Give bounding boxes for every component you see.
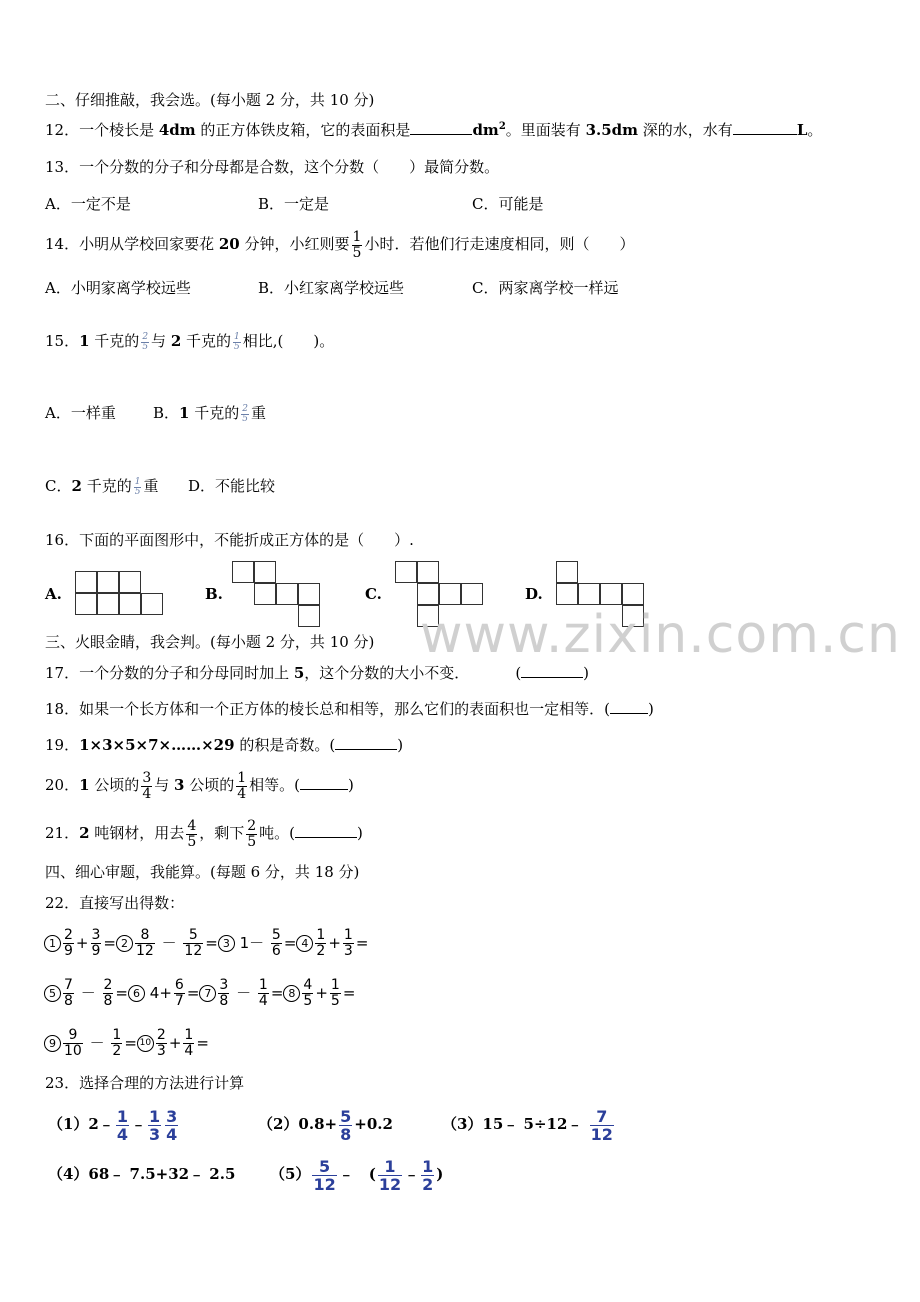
fraction: $\frac{2}{5}$ xyxy=(242,403,248,424)
question-17: 17．一个分数的分子和分母同时加上 5，这个分数的大小不变． ( ) xyxy=(45,664,590,682)
item-number: 5 xyxy=(44,985,61,1002)
fraction: $\frac{5}{12}$ xyxy=(313,1156,336,1194)
answer-blank[interactable] xyxy=(610,699,648,714)
net-square xyxy=(232,561,254,583)
fraction: $\frac{1}{4}$ xyxy=(258,977,268,1009)
fraction: $\frac{7}{8}$ xyxy=(64,977,73,1009)
item-number: 3 xyxy=(218,935,235,952)
net-square xyxy=(276,583,298,605)
calc-23-5: （5） $\frac{5}{12}$ ﹣ ( $\frac{1}{12}$ ﹣ $\frac{1}{2}$ ) xyxy=(270,1156,444,1194)
fraction: $\frac{5}{6}$ xyxy=(271,927,281,959)
question-13-option-c[interactable]: C．可能是 xyxy=(472,195,544,213)
net-square xyxy=(556,561,578,583)
question-14-option-b[interactable]: B．小红家离学校远些 xyxy=(258,279,405,297)
fraction: $\frac{1}{3}$ xyxy=(149,1106,161,1144)
answer-blank[interactable] xyxy=(300,775,348,790)
answer-blank[interactable] xyxy=(733,120,797,135)
net-square xyxy=(461,583,483,605)
fraction: $\frac{1}{4}$ xyxy=(184,1027,194,1059)
item-number: 8 xyxy=(283,985,300,1002)
net-square xyxy=(578,583,600,605)
question-21: 21．2 吨钢材，用去 $\frac{4}{5}$ ，剩下 $\frac{2}{5}$ 吨。( ) xyxy=(45,817,363,850)
net-square xyxy=(254,561,276,583)
calc-row-1: 1 $\frac{2}{9}$ + $\frac{3}{9}$ = 2 $\frac{8}{12}$ － $\frac{5}{12}$ = 3 1－ $\frac{5}{6}$ = 4 $\frac{1}{2}$ + $\frac{1}{3}$ = xyxy=(44,925,368,961)
calc-row-2: 5 $\frac{7}{8}$ － $\frac{2}{8}$ = 6 4+ $\frac{6}{7}$ = 7 $\frac{3}{8}$ － $\frac{1}{4}$ = 8 $\frac{4}{5}$ + $\frac{1}{5}$ = xyxy=(44,975,355,1011)
question-16: 16．下面的平面图形中，不能折成正方体的是（ ）. xyxy=(45,531,414,549)
question-15-option-b[interactable]: B．1 千克的 $\frac{2}{5}$ 重 xyxy=(153,403,266,424)
calc-23-3: （3）15﹣ 5÷12﹣ $\frac{7}{12}$ xyxy=(442,1106,613,1144)
question-13-option-a[interactable]: A．一定不是 xyxy=(45,195,131,213)
question-14: 14．小明从学校回家要花 20 分钟，小红则要 $\frac{1}{5}$ 小时．若他们行走速度相同，则（ ） xyxy=(45,228,635,261)
fraction: $\frac{1}{5}$ xyxy=(234,331,240,352)
fraction: $\frac{1}{4}$ xyxy=(116,1106,129,1144)
calc-23-2: （2）0.8+ $\frac{5}{8}$ +0.2 xyxy=(258,1106,393,1144)
fraction: $\frac{2}{5}$ xyxy=(142,331,149,352)
calc-23-4: （4）68﹣ 7.5+32﹣ 2.5 xyxy=(48,1165,236,1183)
question-15-option-d[interactable]: D．不能比较 xyxy=(188,477,276,495)
question-15-option-c[interactable]: C．2 千克的 $\frac{1}{5}$ 重 xyxy=(45,476,159,497)
question-14-option-c[interactable]: C．两家离学校一样远 xyxy=(472,279,619,297)
fraction: $\frac{2}{8}$ xyxy=(103,977,113,1009)
item-number: 7 xyxy=(199,985,216,1002)
item-number: 10 xyxy=(137,1035,154,1052)
item-number: 6 xyxy=(128,985,145,1002)
question-23: 23．选择合理的方法进行计算 xyxy=(45,1074,245,1092)
fraction: $\frac{1}{5}$ xyxy=(134,476,141,497)
fraction: $\frac{9}{10}$ xyxy=(64,1027,82,1059)
question-18: 18．如果一个长方体和一个正方体的棱长总和相等，那么它们的表面积也一定相等．( ) xyxy=(45,700,654,718)
fraction: $\frac{8}{12}$ xyxy=(136,927,154,959)
question-22: 22．直接写出得数： xyxy=(45,894,185,912)
net-square xyxy=(395,561,417,583)
fraction: $\frac{2}{3}$ xyxy=(156,1027,166,1059)
question-14-option-a[interactable]: A．小明家离学校远些 xyxy=(45,279,191,297)
question-13-option-b[interactable]: B．一定是 xyxy=(258,195,330,213)
question-20: 20．1 公顷的 $\frac{3}{4}$ 与 3 公顷的 $\frac{1}{4}$ 相等。( ) xyxy=(45,769,354,802)
net-square xyxy=(298,605,320,627)
net-square xyxy=(97,593,119,615)
answer-blank[interactable] xyxy=(335,735,397,750)
fraction: $\frac{1}{2}$ xyxy=(316,927,326,959)
fraction: $\frac{1}{2}$ xyxy=(422,1156,434,1194)
answer-blank[interactable] xyxy=(295,823,357,838)
fraction: $\frac{3}{8}$ xyxy=(219,977,229,1009)
calc-row-3: 9 $\frac{9}{10}$ － $\frac{1}{2}$ = 10 $\frac{2}{3}$ + $\frac{1}{4}$ = xyxy=(44,1025,209,1061)
net-square xyxy=(622,583,644,605)
fraction: $\frac{1}{12}$ xyxy=(378,1156,402,1194)
fraction: $\frac{1}{5}$ xyxy=(352,228,362,261)
calc-23-1: （1）2﹣ $\frac{1}{4}$ ﹣ $\frac{1}{3}$ $\frac{3}{4}$ xyxy=(48,1106,178,1144)
net-square xyxy=(600,583,622,605)
net-square xyxy=(119,571,141,593)
net-square xyxy=(417,561,439,583)
net-square xyxy=(141,593,163,615)
net-square xyxy=(254,583,276,605)
fraction: $\frac{3}{4}$ xyxy=(166,1106,178,1144)
section-3-title: 三、火眼金睛，我会判。(每小题 2 分，共 10 分) xyxy=(45,633,375,651)
item-number: 1 xyxy=(44,935,61,952)
net-square xyxy=(417,583,439,605)
question-13: 13．一个分数的分子和分母都是合数，这个分数（ ）最简分数。 xyxy=(45,158,500,176)
fraction: $\frac{2}{9}$ xyxy=(64,927,73,959)
answer-blank[interactable] xyxy=(410,120,472,135)
section-4-title: 四、细心审题，我能算。(每题 6 分，共 18 分) xyxy=(45,863,360,881)
fraction: $\frac{4}{5}$ xyxy=(303,977,313,1009)
section-2-title: 二、仔细推敲，我会选。(每小题 2 分，共 10 分) xyxy=(45,91,375,109)
net-square xyxy=(97,571,119,593)
worksheet-page: 二、仔细推敲，我会选。(每小题 2 分，共 10 分) 12．一个棱长是 4dm 的正方体铁皮箱，它的表面积是 $dm^2$。里面装有 3.5dm 深的水，水有 L。 13．一个分数的分子和分母都是合数，这个分数（ ）最简分数。 A．一定不是 B．一定是 C．可能是 14．小明从学校回家要花 20 分钟，小红则要 $\frac{1}{5}$ 小时．若他们行走速度相同，则（ ） A．小明家离学校远些 B．小红家离学校远些 C．两家离学校一样远 15．1 千克的 $\frac{2}{5}$ 与 2 千克的 $\frac{1}{5}$ 相比,( )。 A．一样重 B．1 千克的 $\frac{2}{5}$ 重 C．2 千克的 $\frac{1}{5}$ 重 D．不能比较 16．下面的平面图形中，不能折成正方体的是（ ）. A. B. C. D. www.zixin.com.cn 三、火眼金睛，我会判。(每小题 2 分，共 10 分) 17．一个分数的分子和分母同时加上 5，这个分数的大小不变． ( ) 18．如果一个长方体和一个正方体的棱长总和相等，那么它们的表面积也一定相等．( ) 19．1×3×5×7×……×29 的积是奇数。( ) 20．1 公顷的 $\frac{3}{4}$ 与 3 公顷的 $\frac{1}{4}$ 相等。( ) 21．2 吨钢材，用去 $\frac{4}{5}$ ，剩下 $\frac{2}{5}$ 吨。( ) 四、细心审题，我能算。(每题 6 分，共 18 分) 22．直接写出得数： 1 $\frac{2}{9}$ + $\frac{3}{9}$ = 2 $\frac{8}{12}$ － $\frac{5}{12}$ = 3 1－ $\frac{5}{6}$ = 4 $\frac{1}{2}$ + $\frac{1}{3}$ = 5 $\frac{7}{8}$ － $\frac{2}{8}$ = 6 4+ $\frac{6}{7}$ = 7 $\frac{3}{8}$ － $\frac{1}{4}$ = 8 $\frac{4}{5}$ + $\frac{1}{5}$ = 9 $\frac{9}{10}$ － $\frac{1}{2}$ = 10 $\frac{2}{3}$ + $\frac{1}{4}$ = 23．选择合理的方法进行计算 （1）2﹣ $\frac{1}{4}$ ﹣ $\frac{1}{3}$ $\frac{3}{4}$ （2）0.8+ $\frac{5}{8}$ +0.2 （3）15﹣ 5÷12﹣ $\frac{7}{12}$ （4）68﹣ 7.5+32﹣ 2.5 （5） $\frac{5}{12}$ ﹣ ( $\frac{1}{12}$ ﹣ $\frac{1}{2}$ ) xyxy=(45,91,901,1194)
fraction: $\frac{3}{4}$ xyxy=(142,769,152,802)
net-square xyxy=(298,583,320,605)
fraction: $\frac{1}{3}$ xyxy=(343,927,353,959)
answer-blank[interactable] xyxy=(521,663,583,678)
fraction: $\frac{1}{5}$ xyxy=(330,977,340,1009)
fraction: $\frac{2}{5}$ xyxy=(247,817,257,850)
fraction: $\frac{7}{12}$ xyxy=(590,1106,613,1144)
question-19: 19．1×3×5×7×……×29 的积是奇数。( ) xyxy=(45,736,404,754)
question-15-option-a[interactable]: A．一样重 xyxy=(45,404,116,422)
question-15: 15．1 千克的 $\frac{2}{5}$ 与 2 千克的 $\frac{1}{5}$ 相比,( )。 xyxy=(45,331,335,352)
fraction: $\frac{1}{4}$ xyxy=(237,769,247,802)
net-square xyxy=(75,593,97,615)
item-number: 9 xyxy=(44,1035,61,1052)
net-square xyxy=(119,593,141,615)
fraction: $\frac{6}{7}$ xyxy=(174,977,184,1009)
net-square xyxy=(75,571,97,593)
fraction: $\frac{4}{5}$ xyxy=(187,817,197,850)
fraction: $\frac{5}{12}$ xyxy=(184,927,203,959)
fraction: $\frac{5}{8}$ xyxy=(340,1106,352,1144)
fraction: $\frac{3}{9}$ xyxy=(91,927,101,959)
question-12: 12．一个棱长是 4dm 的正方体铁皮箱，它的表面积是 $dm^2$。里面装有 3.5dm 深的水，水有 L。 xyxy=(45,121,823,139)
fraction: $\frac{1}{2}$ xyxy=(112,1027,122,1059)
net-square xyxy=(556,583,578,605)
net-square xyxy=(439,583,461,605)
item-number: 4 xyxy=(296,935,313,952)
item-number: 2 xyxy=(116,935,133,952)
watermark: www.zixin.com.cn xyxy=(420,605,901,665)
